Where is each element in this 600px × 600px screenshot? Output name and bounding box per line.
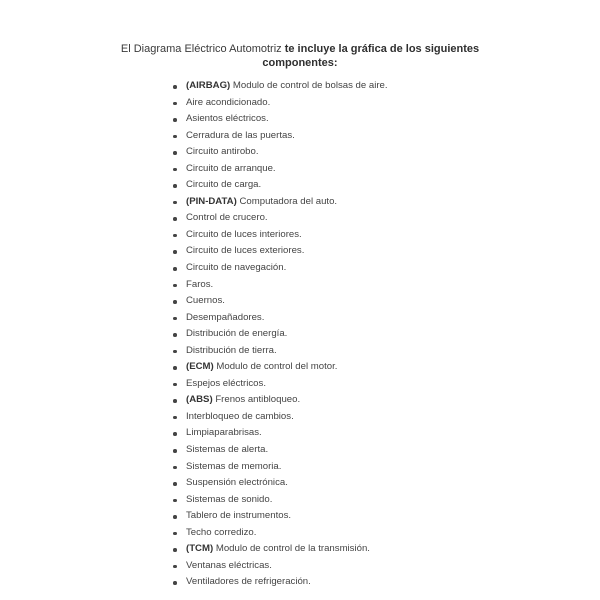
list-item-text: Ventanas eléctricas.: [186, 559, 272, 571]
list-item-text: Distribución de tierra.: [186, 344, 277, 356]
list-item-tag: (TCM): [186, 543, 214, 555]
bullet-icon: [173, 85, 177, 89]
bullet-icon: [173, 317, 177, 321]
list-item-tag: (AIRBAG): [186, 80, 231, 91]
bullet-icon: [173, 267, 177, 271]
bullet-icon: [173, 217, 177, 221]
bullet-icon: [173, 118, 177, 122]
bullet-icon: [173, 432, 177, 436]
list-item-text: Modulo de control del motor.: [213, 361, 338, 373]
bullet-icon: [173, 449, 177, 453]
intro-heading: [90, 42, 510, 70]
list-item: [172, 128, 388, 145]
bullet-icon: [173, 102, 177, 106]
list-item: [172, 194, 388, 211]
list-item: [172, 525, 388, 542]
list-item: [172, 459, 388, 476]
list-item-text: Circuito de luces exteriores.: [186, 245, 305, 257]
bullet-icon: [173, 548, 177, 552]
list-item-text: Sistemas de alerta.: [186, 444, 269, 456]
list-item: [172, 260, 388, 277]
list-item: [172, 492, 388, 509]
list-item-tag: (ECM): [186, 361, 214, 373]
list-item: [172, 359, 388, 376]
bullet-icon: [173, 201, 177, 205]
list-item-text: Circuito de luces interiores.: [186, 228, 302, 240]
list-item: [172, 293, 388, 310]
list-item: [172, 310, 388, 327]
bullet-icon: [173, 466, 177, 470]
list-item: [172, 111, 388, 128]
bullet-icon: [173, 532, 177, 536]
list-item-text: Faros.: [186, 278, 214, 290]
component-list: [172, 78, 388, 591]
list-item-tag: (ABS): [186, 394, 213, 406]
list-item-text: Frenos antibloqueo.: [212, 394, 301, 406]
list-item-text: Asientos eléctricos.: [186, 113, 269, 125]
intro-heading-bold-line2: componentes:: [262, 57, 338, 69]
list-item: [172, 409, 388, 426]
list-item: [172, 508, 388, 525]
list-item: [172, 177, 388, 194]
list-item-text: Sistemas de memoria.: [186, 460, 282, 472]
list-item: [172, 475, 388, 492]
list-item: [172, 343, 388, 360]
bullet-icon: [173, 350, 177, 354]
list-item: [172, 95, 388, 112]
list-item: [172, 78, 388, 95]
bullet-icon: [173, 333, 177, 337]
list-item-text: Circuito de navegación.: [186, 262, 287, 274]
list-item-text: Circuito de carga.: [186, 179, 262, 191]
list-item-text: Modulo de control de bolsas de aire.: [230, 80, 388, 91]
bullet-icon: [173, 151, 177, 155]
list-item-text: Distribución de energía.: [186, 328, 288, 340]
bullet-icon: [173, 366, 177, 370]
intro-heading-bold-line1: te incluye la gráfica de los siguientes: [284, 43, 480, 55]
list-item-text: Techo corredizo.: [186, 526, 257, 538]
bullet-icon: [173, 515, 177, 519]
list-item: [172, 243, 388, 260]
list-item-text: Tablero de instrumentos.: [186, 510, 292, 522]
list-item-text: Interbloqueo de cambios.: [186, 410, 294, 422]
list-item: [172, 376, 388, 393]
list-item: [172, 425, 388, 442]
bullet-icon: [173, 300, 177, 304]
intro-heading-normal: El Diagrama Eléctrico Automotriz: [120, 43, 285, 55]
bullet-icon: [173, 234, 177, 238]
list-item-tag: (PIN-DATA): [186, 195, 237, 207]
list-item: [172, 144, 388, 161]
list-item: [172, 541, 388, 558]
list-item-text: Cuernos.: [186, 295, 225, 307]
bullet-icon: [173, 284, 177, 288]
bullet-icon: [173, 499, 177, 503]
list-item-text: Sistemas de sonido.: [186, 493, 273, 505]
bullet-icon: [173, 168, 177, 172]
bullet-icon: [173, 383, 177, 387]
bullet-icon: [173, 416, 177, 420]
list-item: [172, 558, 388, 575]
list-item-text: Espejos eléctricos.: [186, 377, 266, 389]
list-item: [172, 442, 388, 459]
list-item-text: Circuito antirobo.: [186, 146, 259, 158]
bullet-icon: [173, 581, 177, 585]
list-item: [172, 326, 388, 343]
list-item: [172, 392, 388, 409]
bullet-icon: [173, 399, 177, 403]
list-item-text: Aire acondicionado.: [186, 96, 271, 108]
list-item-text: Circuito de arranque.: [186, 162, 276, 174]
bullet-icon: [173, 184, 177, 188]
list-item-text: Desempañadores.: [186, 311, 265, 323]
bullet-icon: [173, 135, 177, 139]
bullet-icon: [173, 565, 177, 569]
bullet-icon: [173, 250, 177, 254]
list-item-text: Computadora del auto.: [236, 195, 338, 207]
bullet-icon: [173, 482, 177, 486]
list-item: [172, 277, 388, 294]
list-item: [172, 227, 388, 244]
list-item-text: Limpiaparabrisas.: [186, 427, 262, 439]
list-item-text: Suspensión electrónica.: [186, 477, 288, 489]
list-item-text: Cerradura de las puertas.: [186, 129, 295, 141]
list-item: [172, 161, 388, 178]
list-item-text: Control de crucero.: [186, 212, 268, 224]
list-item: [172, 210, 388, 227]
list-item-text: Ventiladores de refrigeración.: [186, 576, 311, 588]
list-item-text: Modulo de control de la transmisión.: [213, 543, 370, 555]
list-item: [172, 574, 388, 591]
